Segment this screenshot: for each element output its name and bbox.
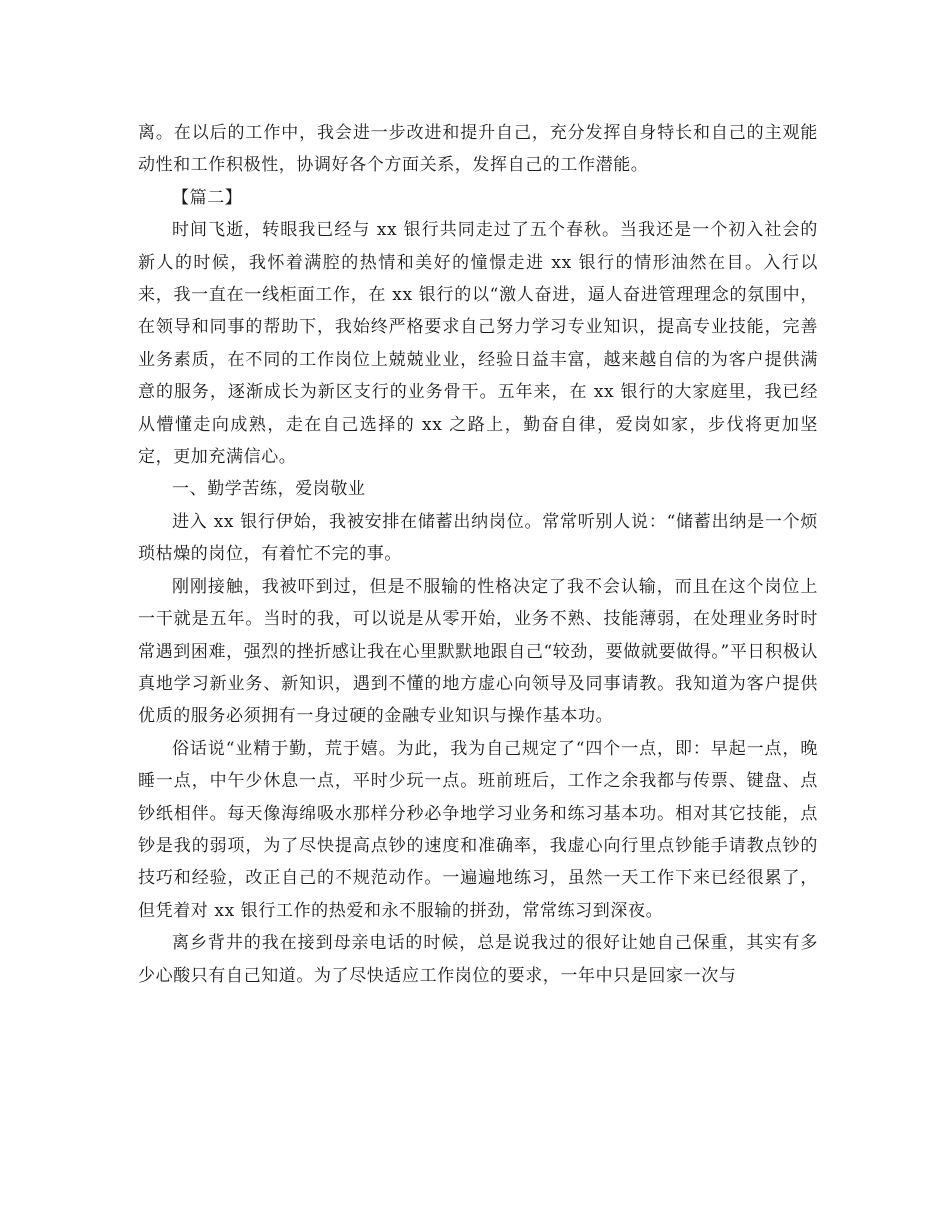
paragraph-away-from-home: 离乡背井的我在接到母亲电话的时候，总是说我过的很好让她自己保重，其实有多少心酸只有自己知道。为了尽快适应工作岗位的要求，一年中只是回家一次与 (138, 933, 818, 986)
paragraph-practice: 俗话说“业精于勤，荒于嬉。为此，我为自己规定了“四个一点，即：早起一点，晚睡一点，中午少休息一点，平时少玩一点。班前班后，工作之余我都与传票、键盘、点钞纸相伴。每天像海绵吸水那样分秒必争地学习业务和练习基本功。相对其它技能，点钞是我的弱项，为了尽快提高点钞的速度和准确率，我虚心向行里点钞能手请教点钞的技巧和经验，改正自己的不规范动作。一遍遍地练习，虽然一天工作下来已经很累了，但凭着对 xx 银行工作的热爱和永不服输的拼劲，常常练习到深夜。 (138, 738, 818, 921)
paragraph-continuation: 离。在以后的工作中，我会进一步改进和提升自己，充分发挥自身特长和自己的主观能动性和工作积极性，协调好各个方面关系，发挥自己的工作潜能。 (138, 123, 818, 176)
section-heading-part-two: 【篇二】 (172, 187, 243, 208)
paragraph-cashier-post: 进入 xx 银行伊始，我被安排在储蓄出纳岗位。常常听别人说：“储蓄出纳是一个烦琐枯燥的岗位，有着忙不完的事。 (138, 511, 818, 565)
document-body (138, 117, 818, 992)
subheading-diligent-study: 一、勤学苦练，爱岗敬业 (172, 479, 366, 500)
paragraph-first-contact: 刚刚接触，我被吓到过，但是不服输的性格决定了我不会认输，而且在这个岗位上一干就是五年。当时的我，可以说是从零开始，业务不熟、技能薄弱，在处理业务时时常遇到困难，强烈的挫折感让我在心里默默地跟自己“较劲，要做就要做得。”平日积极认真地学习新业务、新知识，遇到不懂的地方虚心向领导及同事请教。我知道为客户提供优质的服务必须拥有一身过硬的金融专业知识与操作基本功。 (138, 576, 818, 727)
paragraph-intro: 时间飞逝，转眼我已经与 xx 银行共同走过了五个春秋。当我还是一个初入社会的新人的时候，我怀着满腔的热情和美好的憧憬走进 xx 银行的情形油然在目。入行以来，我一直在一线柜面工作，在 xx 银行的以“激人奋进，逼人奋进管理理念的氛围中，在领导和同事的帮助下，我始终严格要求自己努力学习专业知识，提高专业技能，完善业务素质，在不同的工作岗位上兢兢业业，经验日益丰富，越来越自信的为客户提供满意的服务，逐渐成长为新区支行的业务骨干。五年来，在 xx 银行的大家庭里，我已经从懵懂走向成熟，走在自己选择的 xx 之路上，勤奋自律，爱岗如家，步伐将更加坚定，更加充满信心。 (138, 220, 818, 468)
